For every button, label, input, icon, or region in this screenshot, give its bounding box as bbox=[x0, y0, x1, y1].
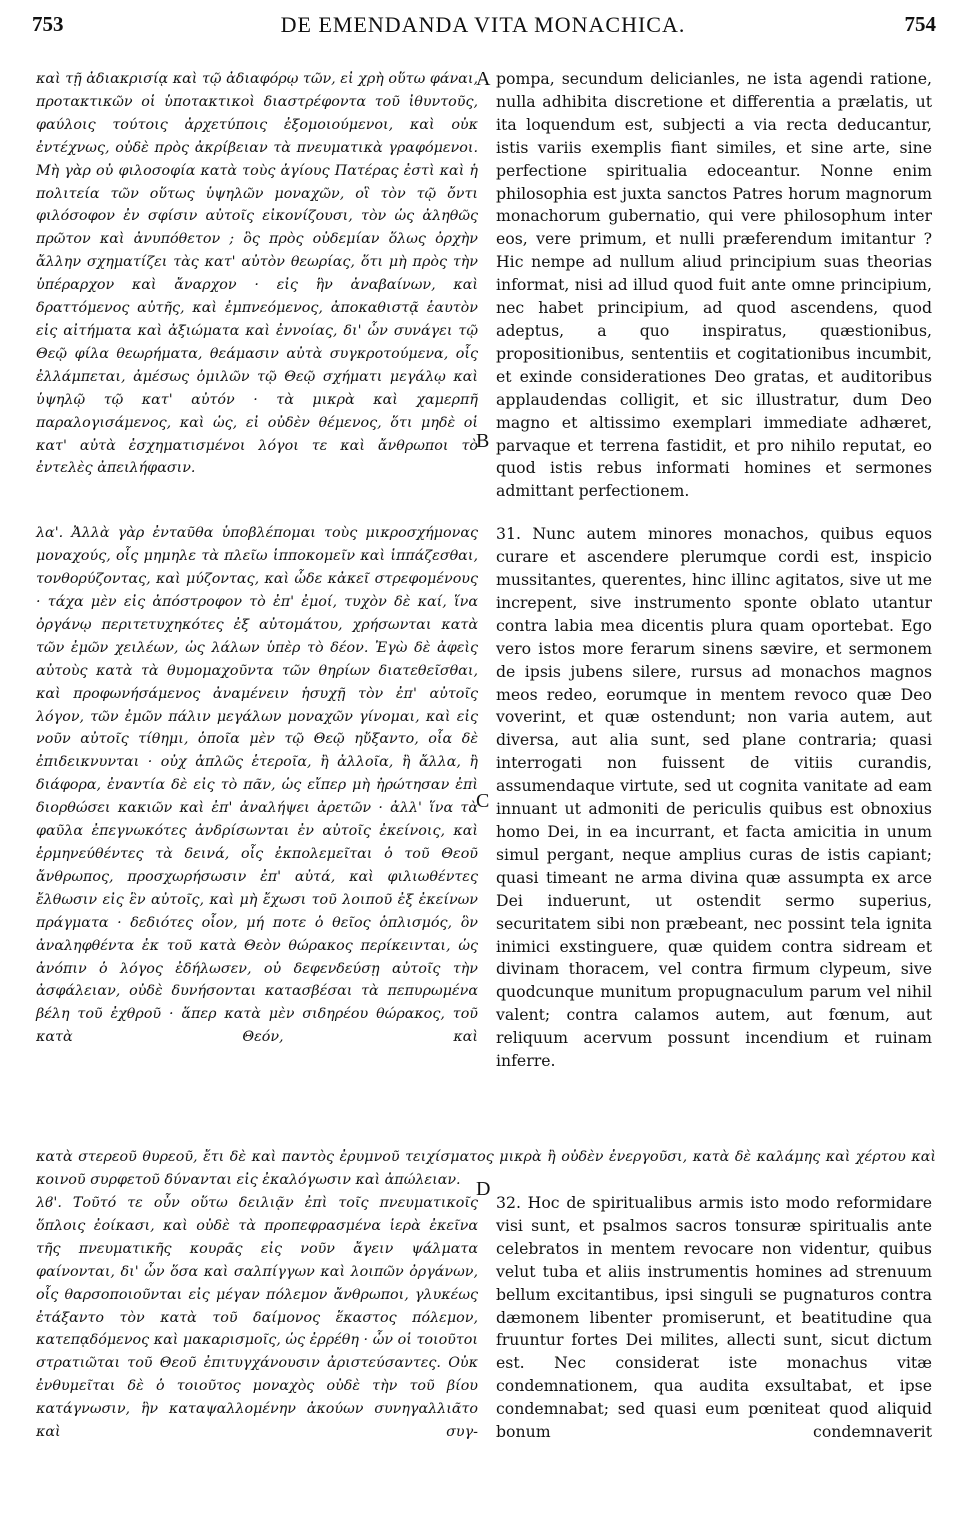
greek-column-upper bbox=[36, 68, 478, 1049]
section-marker-b: B bbox=[476, 430, 490, 452]
latin-paragraph-1: pompa, secundum delicianles, ne ista agendi ratione, nulla adhibita discretione et differentia a prælatis, ut ita loquendum est, subjecti a via recta deducantur, istis variis exemplis fiant similes, et sine arte, sine perfectione spiritualia edoceantur. Nonne enim philosophia est juxta sanctos Patres horum magnorum monachorum gubernatio, qui vere philosophum inter eos, vere primum, et nulli præferendum imitantur ? Hic nempe ad nullum aliud principium suas theorias informat, nisi ad illud quod fuit ante omne principium, nec habet principium, ad quod ascendens, quod adeptus, a quo inspiratus, quæstionibus, propositionibus, sententiis et cogitationibus incumbit, et exinde considerationes Deo gratas, et auditoribus applaudendas colligit, et sic illustratur, dum Deo magno et altissimo exemplari immediate adhæret, parvaque et terrena fastidit, et pro nihilo reputat, eo quod istis rebus informati homines et sermones admittant perfectionem. bbox=[496, 69, 932, 501]
latin-column-lower bbox=[496, 1192, 932, 1444]
latin-paragraph-31: 31. Nunc autem minores monachos, quibus equos curare et ascendere plerumque cordi est, inspicio mussitantes, querentes, hinc illinc agitatos, sive ut me increpent, sive instrumento sponte oblato utantur contra labia mea dicentis plura quam oportebat. Ego vero istos more ferarum sinens sævire, et sermonem de ipsis jubens silere, rursus ad monachos magnos meos redeo, eorumque in mentem revoco quæ Deo voverint, et quæ ostendunt; non varia autem, aut diversa, aut alia sunt, sed plane contraria; quasi interrogati non fuissent de vitiis curandis, assumendaque virtute, sed ut cognita vanitate ad eam innuant ut admoniti de periculis quibus est obnoxius homo Dei, in ea incurrant, et facta amicitia in unum simul pergant, neque amplius curas de istis capiant; quasi timeant ne arma divina quæ assumpta ex arce Dei induerunt, ut ostendit sermo superius, securitatem sibi non præbeant, nec possint tela ignita inimici exstinguere, quæ quidem contra sidream et divinam thoracem, vel contra firmum clypeum, sive quodcunque munitum propugnaculum parum vel nihil valent; contra calamos autem, aut fœnum, aut reliquum acervum possunt incendium et ruinam inferre. bbox=[496, 524, 932, 1071]
latin-paragraph-32: 32. Hoc de spiritualibus armis isto modo reformidare visi sunt, et psalmos sacros tonsuræ spiritualis ante celebratos in mentem revocare non videntur, quibus velut tuba et aliis instrumentis homines ad strenuum bellum excitantibus, ipsi singuli se pugnaturos contra dæmonem libenter promiserunt, et beatitudine qua fruuntur fortes Dei milites, allecti sunt, sicut dictum est. Nec considerat iste monachus vitæ condemnationem, qua audita exsultabat, et ipse condemnabat; sed quasi eum pœniteat quod aliquid bonum condemnaverit bbox=[496, 1193, 932, 1442]
greek-paragraph-1: καὶ τῇ ἀδιακρισίᾳ καὶ τῷ ἀδιαφόρῳ τῶν, εἰ χρὴ οὕτω φάναι, προτακτικῶν οἱ ὑποτακτικοὶ διαστρέφοντα τοῦ ἰθυντοῦς, φαύλοις τούτοις ἀρχετύποις ἐξομοιούμενοι, καὶ οὐκ ἐντέχνως, οὐδὲ πρὸς ἀκρίβειαν τὰ πνευματικὰ γραφόμενοι. Μὴ γὰρ οὐ φιλοσοφία κατὰ τοὺς ἁγίους Πατέρας ἐστὶ καὶ ἡ πολιτεία τῶν οὕτως ὑψηλῶν μοναχῶν, οἳ τὸν τῷ ὄντι φιλόσοφον ἐν σφίσιν αὐτοῖς εἰκονίζουσι, τὸν ὡς ἀληθῶς πρῶτον καὶ ἀνυπόθετον ; ὃς πρὸς οὐδεμίαν ὅλως ὀρχὴν ἄλλην σχηματίζει τὰς κατ' αὐτὸν θεωρίας, ὅτι μὴ πρὸς τὴν ὑπέραρχον καὶ ἄναρχον · εἰς ἣν ἀναβαίνων, καὶ δραττόμενος αὐτῆς, καὶ ἐμπνεόμενος, ἀποκαθιστᾷ ἑαυτὸν εἰς αἰτήματα καὶ ἀξιώματα καὶ ἐννοίας, δι' ὧν συνάγει τῷ Θεῷ φίλα θεωρήματα, θεάμασιν αὐτὰ συγκροτούμενα, οἷς ἐλλάμπεται, ἀμέσως ὁμιλῶν τῷ Θεῷ σχήματι μεγάλῳ καὶ ὑψηλῷ τῷ κατ' αὐτόν · τὰ μικρὰ καὶ χαμερπῆ παραλογισάμενος, καὶ ὡς, εἰ οὐδὲν θέμενος, ὅτι μηδὲ οἱ κατ' αὐτὰ ἐσχηματισμένοι λόγοι τε καὶ ἄνθρωποι τὸ ἐντελὲς ἀπειλήφασιν. bbox=[36, 71, 478, 477]
latin-column-upper bbox=[496, 68, 932, 1073]
page-number-right: 754 bbox=[904, 12, 936, 36]
greek-full-width-continuation bbox=[36, 1146, 936, 1192]
running-title: DE EMENDANDA VITA MONACHICA. bbox=[280, 12, 686, 37]
section-marker-d: D bbox=[476, 1178, 491, 1200]
section-marker-c: C bbox=[476, 790, 490, 812]
greek-paragraph-32: λϐ'. Τοῦτό τε οὖν οὕτω δειλιᾷν ἐπὶ τοῖς πνευματικοῖς ὅπλοις ἐοίκασι, καὶ οὐδὲ τὰ προπεφρασμένα ἱερὰ ἐκεῖνα τῆς πνευματικῆς κουρᾶς εἰς νοῦν ἄγειν ψάλματα φαίνονται, δι' ὧν ὅσα καὶ σαλπίγγων καὶ λοιπῶν ὀργάνων, οἷς θαρσοποιοῦνται εἰς μέγαν πόλεμον ἄνθρωποι, γλυκέως ἐτάξαντο τὸν κατὰ τοῦ δαίμονος ἕκαστος πόλεμον, κατεπᾳδόμενος καὶ μακαρισμοῖς, ὡς ἐρρέθη · ὧν οἱ τοιοῦτοι στρατιῶται τοῦ Θεοῦ ἐπιτυγχάνουσιν ἀριστεύσαντες. Οὐκ ἐνθυμεῖται δὲ ὁ τοιοῦτος μοναχὸς οὐδὲ τὴν τοῦ βίου κατάγνωσιν, ἣν καταψαλλομένην ἀκούων συνηγαλλιᾶτο καὶ συγ- bbox=[36, 1195, 478, 1441]
greek-paragraph-31: λα'. Ἀλλὰ γὰρ ἐνταῦθα ὑποβλέπομαι τοὺς μικροσχήμονας μοναχούς, οἷς μημηλε τὰ πλεῖω ἱπποκομεῖν καὶ ἱππάζεσθαι, τονθορύζοντας, καὶ μύζοντας, καὶ ὧδε κἀκεῖ στρεφομένους · τάχα μὲν εἰς ἀπόστροφον τὸ ἐπ' ἐμοί, τυχὸν δὲ καί, ἵνα ὀργάνῳ περιτετυχηκότες ἐξ αὐτομάτου, χρήσωνται κατὰ τῶν ἐμῶν χειλέων, ὡς λάλων ὑπὲρ τὸ δέον. Ἐγὼ δὲ ἀφεὶς αὐτοὺς κατὰ τὰ θυμομαχοῦντα τῶν θηρίων διατεθεῖσθαι, καὶ προφωνήσάμενος ἀναμένειν ἡσυχῇ τὸν ἐπ' αὐτοῖς λόγον, τῶν ἐμῶν πάλιν μεγάλων μοναχῶν γίνομαι, καὶ εἰς νοῦν αὐτοῖς τίθημι, ὁποῖα μὲν τῷ Θεῷ ηὔξαντο, οἷα δὲ ἐπιδεικνυνται · οὐχ ἁπλῶς ἑτεροῖα, ἢ ἀλλοῖα, ἢ ἄλλα, ἢ διάφορα, ἐναντία δὲ εἰς τὸ πᾶν, ὡς εἴπερ μὴ ἠρώτησαν ἐπὶ διορθώσει κακιῶν καὶ ἐπ' ἀναλήψει ἀρετῶν · ἀλλ' ἵνα τὰ φαῦλα ἐπεγνωκότες ἀνδρίσωνται ἐν αὐτοῖς ἐκείνοις, καὶ ἑρμηνεύθέντες τὰ δεινά, οἷς ἐκπολεμεῖται ὁ τοῦ Θεοῦ ἄνθρωπος, προσχωρήσωσιν ἐπ' αὐτά, καὶ φιλιωθέντες ἔλθωσιν εἰς ἓν αὐτοῖς, καὶ μὴ ἔχωσι τοῦ λοιποῦ ἐξ ἐκείνων πράγματα · δεδιότες οἷον, μή ποτε ὁ θεῖος ὁπλισμός, ὃν ἀναληφθέντα ἐκ τοῦ κατὰ Θεὸν θώρακος περίκεινται, ὡς ἀνόπιν ὁ λόγος ἐδήλωσεν, οὐ δεφενδεύσῃ αὐτοῖς τὴν ἀσφάλειαν, οὐδὲ δυνήσονται κατασβέσαι τὰ πεπυρωμένα βέλη τοῦ ἐχθροῦ · ἅπερ κατὰ μὲν σιδηρέου θώρακος, τοῦ κατὰ Θεόν, καὶ bbox=[36, 525, 478, 1046]
greek-paragraph-31-tail: κατὰ στερεοῦ θυρεοῦ, ἔτι δὲ καὶ παντὸς ἐρυμνοῦ τειχίσματος μικρὰ ἢ οὐδὲν ἐνεργοῦσι, κατὰ δὲ καλάμης καὶ χέρτου καὶ κοινοῦ συρφετοῦ δύνανται εἰς ἐκαλόγωσιν καὶ ἀπώλειαν. bbox=[36, 1149, 936, 1188]
running-header bbox=[28, 12, 938, 52]
greek-column-lower bbox=[36, 1192, 478, 1444]
section-marker-a: A bbox=[476, 68, 491, 90]
page-number-left: 753 bbox=[32, 12, 64, 36]
